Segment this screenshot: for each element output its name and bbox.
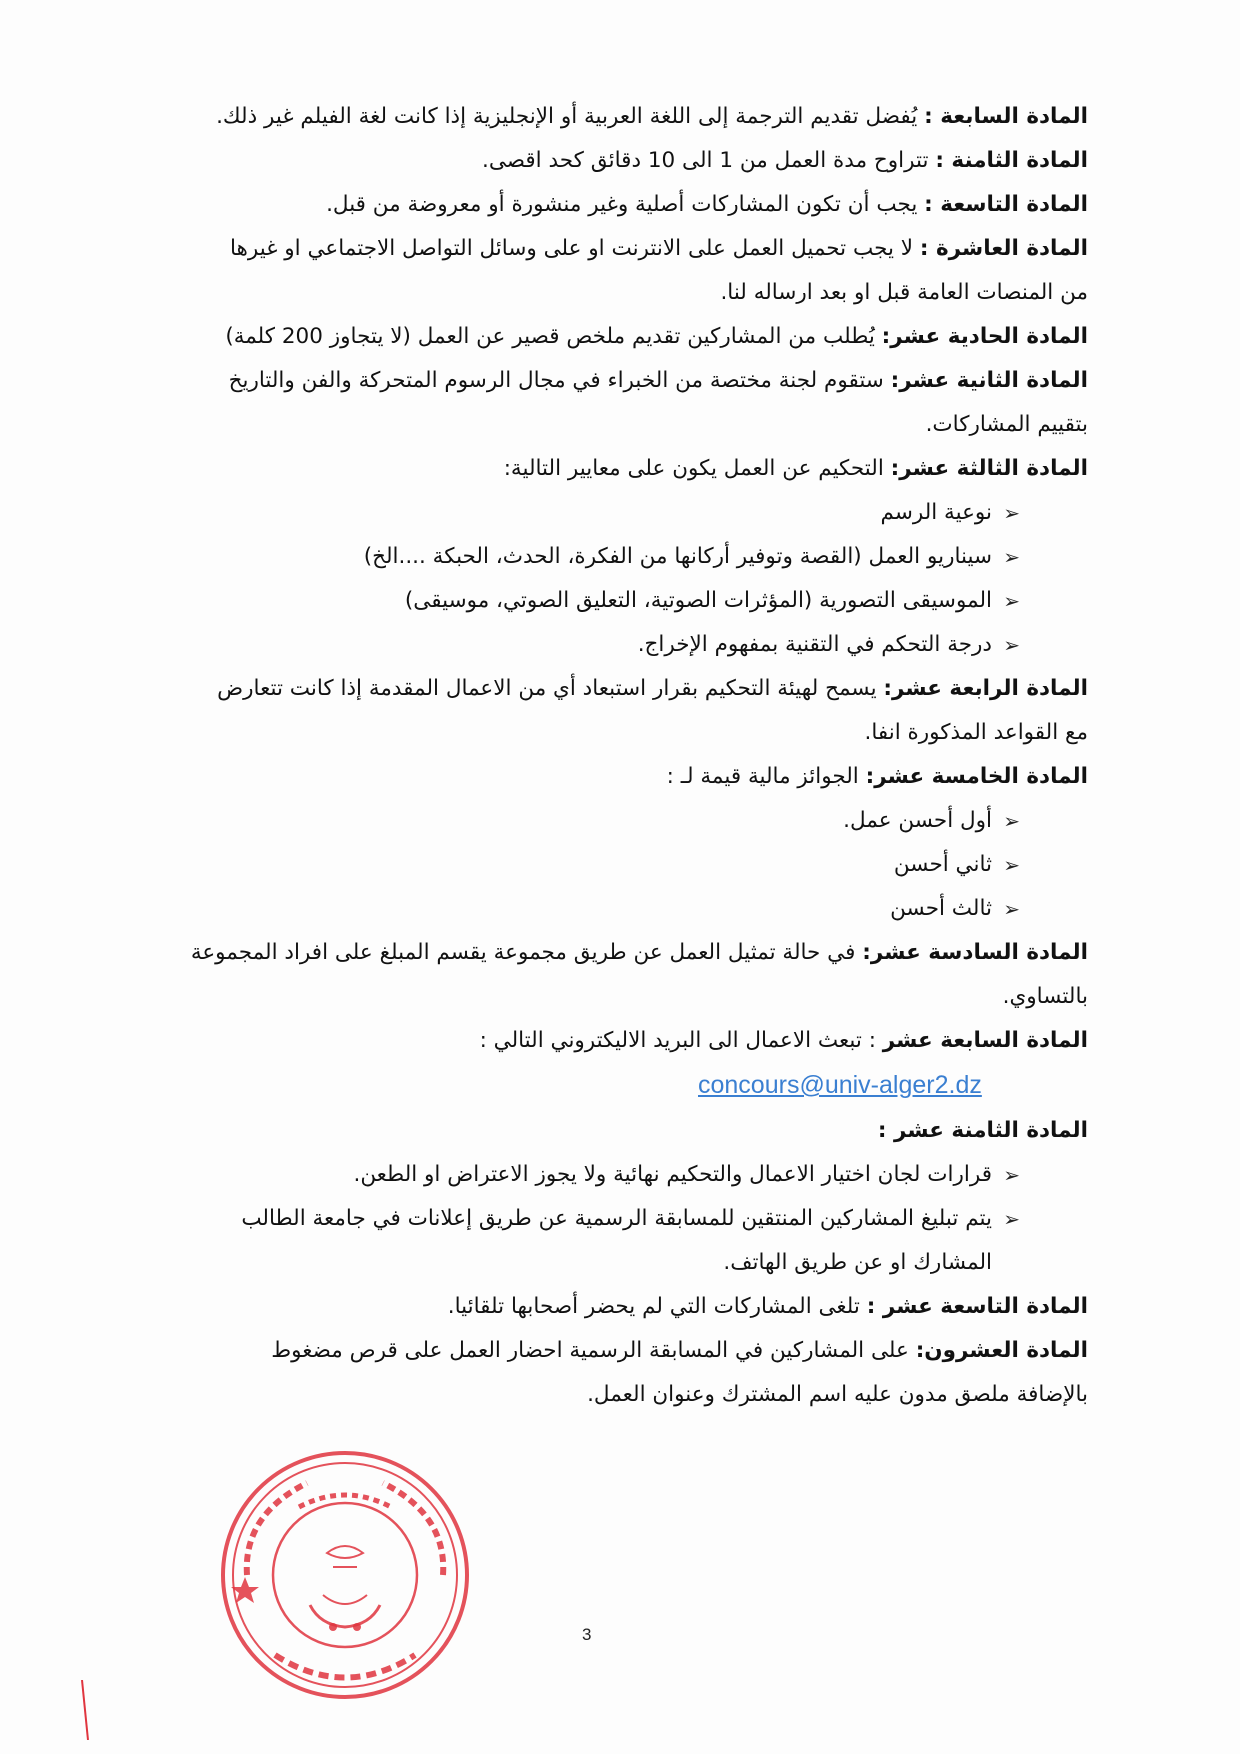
article-14: المادة الرابعة عشر: يسمح لهيئة التحكيم بقرار استبعاد أي من الاعمال المقدمة إذا كانت تتعارض xyxy=(217,676,1088,701)
red-pen-mark xyxy=(80,1680,90,1740)
list-item: ➢ ثالث أحسن xyxy=(98,887,1020,931)
list-item: ➢ يتم تبليغ المشاركين المنتقين للمسابقة الرسمية عن طريق إعلانات في جامعة الطالب xyxy=(98,1197,1020,1241)
arrow-bullet-icon: ➢ xyxy=(1003,1207,1020,1231)
article-12-continuation: بتقييم المشاركات. xyxy=(925,412,1088,437)
list-item: ➢ أول أحسن عمل. xyxy=(98,799,1020,843)
article-13: المادة الثالثة عشر: التحكيم عن العمل يكون على معايير التالية: xyxy=(503,456,1088,481)
rules-content xyxy=(98,95,1088,1417)
article-9: المادة التاسعة : يجب أن تكون المشاركات أصلية وغير منشورة أو معروضة من قبل. xyxy=(326,192,1088,217)
email-row xyxy=(98,1063,1088,1109)
article-18: المادة الثامنة عشر : xyxy=(877,1118,1088,1143)
article-17: المادة السابعة عشر : تبعث الاعمال الى البريد الاليكتروني التالي : xyxy=(479,1028,1088,1053)
article-20: المادة العشرون: على المشاركين في المسابقة الرسمية احضار العمل على قرص مضغوط xyxy=(271,1338,1088,1363)
article-16-continuation: بالتساوي. xyxy=(1002,984,1088,1009)
arrow-bullet-icon: ➢ xyxy=(1003,501,1020,525)
decisions-list xyxy=(98,1153,1088,1285)
article-16: المادة السادسة عشر: في حالة تمثيل العمل عن طريق مجموعة يقسم المبلغ على افراد المجموعة xyxy=(190,940,1088,965)
prizes-list xyxy=(98,799,1088,931)
arrow-bullet-icon: ➢ xyxy=(1003,809,1020,833)
article-8: المادة الثامنة : تتراوح مدة العمل من 1 الى 10 دقائق كحد اقصى. xyxy=(481,148,1088,173)
article-7: المادة السابعة : يُفضل تقديم الترجمة إلى اللغة العربية أو الإنجليزية إذا كانت لغة الفيلم غير ذلك. xyxy=(216,104,1088,129)
article-14-continuation: مع القواعد المذكورة انفا. xyxy=(864,720,1088,745)
arrow-bullet-icon: ➢ xyxy=(1003,853,1020,877)
article-12: المادة الثانية عشر: ستقوم لجنة مختصة من الخبراء في مجال الرسوم المتحركة والفن والتاريخ xyxy=(228,368,1088,393)
university-seal-stamp xyxy=(215,1445,475,1705)
list-item: ➢ ثاني أحسن xyxy=(98,843,1020,887)
article-20-continuation: بالإضافة ملصق مدون عليه اسم المشترك وعنوان العمل. xyxy=(587,1382,1088,1407)
arrow-bullet-icon: ➢ xyxy=(1003,897,1020,921)
article-19: المادة التاسعة عشر : تلغى المشاركات التي لم يحضر أصحابها تلقائيا. xyxy=(447,1294,1088,1319)
list-item: ➢ سيناريو العمل (القصة وتوفير أركانها من الفكرة، الحدث، الحبكة ....الخ) xyxy=(98,535,1020,579)
arrow-bullet-icon: ➢ xyxy=(1003,633,1020,657)
arrow-bullet-icon: ➢ xyxy=(1003,589,1020,613)
criteria-list xyxy=(98,491,1088,667)
list-item-continuation: المشارك او عن طريق الهاتف. xyxy=(723,1250,992,1275)
list-item: ➢ نوعية الرسم xyxy=(98,491,1020,535)
article-10: المادة العاشرة : لا يجب تحميل العمل على الانترنت او على وسائل التواصل الاجتماعي او غيرها xyxy=(229,236,1088,261)
list-item: ➢ قرارات لجان اختيار الاعمال والتحكيم نهائية ولا يجوز الاعتراض او الطعن. xyxy=(98,1153,1020,1197)
arrow-bullet-icon: ➢ xyxy=(1003,545,1020,569)
list-item: ➢ الموسيقى التصورية (المؤثرات الصوتية، التعليق الصوتي، موسيقى) xyxy=(98,579,1020,623)
article-15: المادة الخامسة عشر: الجوائز مالية قيمة لـ : xyxy=(666,764,1088,789)
email-link[interactable]: concours@univ-alger2.dz xyxy=(698,1071,982,1099)
article-11: المادة الحادية عشر: يُطلب من المشاركين تقديم ملخص قصير عن العمل (لا يتجاوز 200 كلمة) xyxy=(225,324,1088,349)
page-number: 3 xyxy=(582,1625,592,1644)
list-item: ➢ درجة التحكم في التقنية بمفهوم الإخراج. xyxy=(98,623,1020,667)
article-10-continuation: من المنصات العامة قبل او بعد ارساله لنا. xyxy=(720,280,1088,305)
arrow-bullet-icon: ➢ xyxy=(1003,1163,1020,1187)
